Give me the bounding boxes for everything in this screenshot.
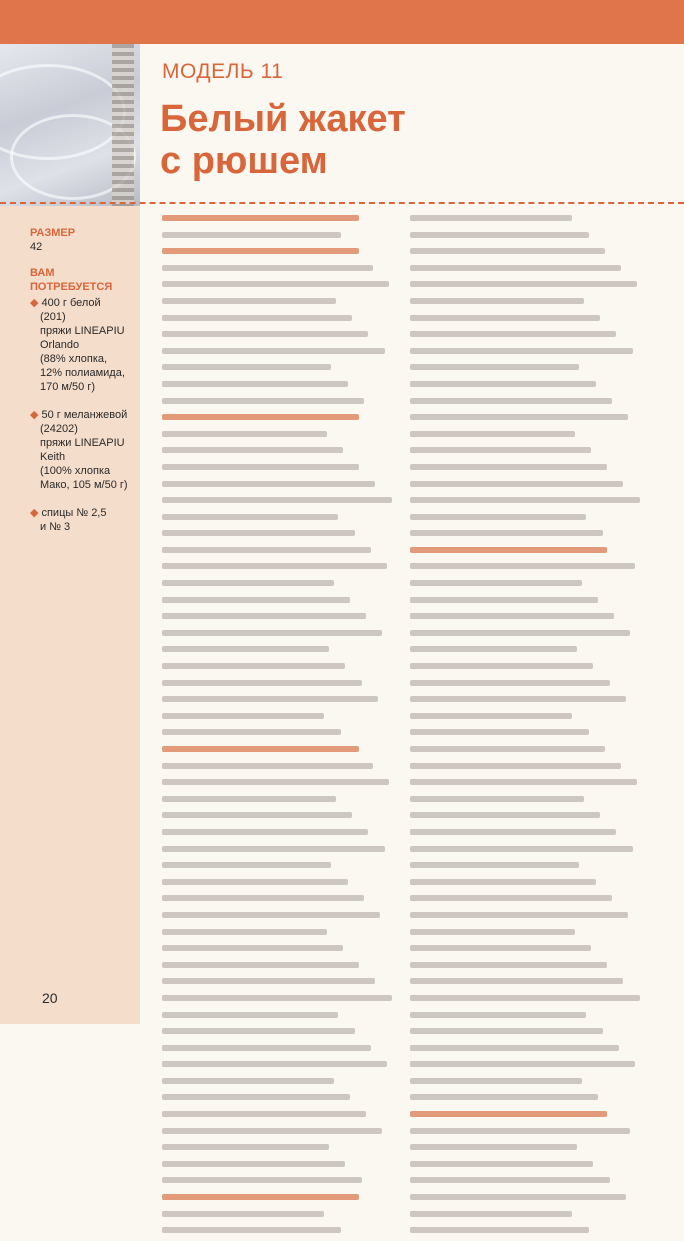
text-line-placeholder	[410, 978, 642, 992]
text-line-placeholder	[410, 1045, 642, 1059]
model-label: МОДЕЛЬ 11	[162, 60, 284, 83]
text-line-bar	[162, 962, 359, 968]
text-line-bar	[162, 812, 352, 818]
text-line-placeholder	[162, 1177, 394, 1191]
text-line-bar	[410, 331, 616, 337]
text-line-bar	[162, 763, 373, 769]
text-line-placeholder	[162, 1194, 394, 1208]
text-line-bar	[162, 364, 331, 370]
text-line-bar	[162, 1177, 362, 1183]
text-line-placeholder	[162, 414, 394, 428]
text-line-placeholder	[162, 912, 394, 926]
text-line-bar	[410, 680, 610, 686]
text-line-placeholder	[410, 680, 642, 694]
text-line-bar	[410, 796, 584, 802]
text-line-placeholder	[410, 431, 642, 445]
text-line-bar	[410, 1012, 586, 1018]
text-line-bar	[410, 248, 605, 254]
text-line-placeholder	[162, 1144, 394, 1158]
text-line-placeholder	[162, 1028, 394, 1042]
text-line-bar	[410, 1028, 603, 1034]
text-line-placeholder	[410, 1012, 642, 1026]
instructions-column-left	[162, 212, 394, 1241]
text-line-bar	[162, 1045, 371, 1051]
text-line-bar	[410, 547, 607, 553]
text-line-bar	[410, 447, 591, 453]
text-line-placeholder	[410, 1128, 642, 1142]
text-line-bar	[162, 663, 345, 669]
text-line-bar	[162, 862, 331, 868]
text-line-placeholder	[162, 364, 394, 378]
text-line-placeholder	[162, 829, 394, 843]
text-line-placeholder	[162, 580, 394, 594]
text-line-placeholder	[410, 447, 642, 461]
text-line-placeholder	[162, 812, 394, 826]
text-line-placeholder	[410, 962, 642, 976]
text-line-placeholder	[410, 646, 642, 660]
text-line-placeholder	[410, 995, 642, 1009]
text-line-placeholder	[410, 746, 642, 760]
text-line-placeholder	[162, 879, 394, 893]
text-line-bar	[410, 630, 630, 636]
text-line-placeholder	[410, 348, 642, 362]
text-line-bar	[162, 1012, 338, 1018]
text-line-placeholder	[410, 895, 642, 909]
text-line-bar	[162, 945, 343, 951]
material-line: пряжи LINEAPIU	[40, 325, 125, 337]
text-line-placeholder	[410, 547, 642, 561]
text-line-bar	[410, 713, 572, 719]
text-line-placeholder	[162, 563, 394, 577]
text-line-bar	[162, 1061, 387, 1067]
text-line-bar	[410, 1128, 630, 1134]
text-line-bar	[410, 563, 635, 569]
text-line-placeholder	[162, 447, 394, 461]
text-line-placeholder	[162, 530, 394, 544]
text-line-bar	[162, 746, 359, 752]
text-line-placeholder	[162, 348, 394, 362]
text-line-bar	[410, 945, 591, 951]
text-line-bar	[410, 232, 589, 238]
text-line-placeholder	[410, 331, 642, 345]
text-line-placeholder	[410, 796, 642, 810]
text-line-placeholder	[410, 729, 642, 743]
text-line-placeholder	[410, 879, 642, 893]
text-line-bar	[162, 1028, 355, 1034]
text-line-bar	[162, 1144, 329, 1150]
text-line-placeholder	[410, 381, 642, 395]
text-line-placeholder	[410, 597, 642, 611]
text-line-bar	[162, 248, 359, 254]
text-line-bar	[410, 1111, 607, 1117]
text-line-placeholder	[162, 1094, 394, 1108]
text-line-bar	[162, 298, 336, 304]
text-line-placeholder	[162, 796, 394, 810]
material-line: Orlando	[40, 339, 80, 351]
text-line-bar	[410, 431, 575, 437]
text-line-bar	[162, 315, 352, 321]
text-line-bar	[410, 281, 637, 287]
text-line-placeholder	[162, 696, 394, 710]
text-line-bar	[162, 1227, 341, 1233]
text-line-placeholder	[162, 1012, 394, 1026]
text-line-placeholder	[410, 613, 642, 627]
garment-photo	[0, 44, 140, 206]
text-line-bar	[410, 1194, 626, 1200]
text-line-bar	[162, 481, 375, 487]
material-line: и № 3	[40, 521, 71, 533]
text-line-bar	[410, 978, 623, 984]
text-line-bar	[162, 995, 392, 1001]
text-line-bar	[162, 331, 368, 337]
text-line-placeholder	[410, 580, 642, 594]
text-line-bar	[410, 381, 596, 387]
text-line-bar	[410, 763, 621, 769]
text-line-bar	[410, 364, 579, 370]
text-line-placeholder	[162, 215, 394, 229]
text-line-bar	[162, 1194, 359, 1200]
text-line-placeholder	[410, 1194, 642, 1208]
text-line-bar	[410, 829, 616, 835]
text-line-bar	[410, 879, 596, 885]
text-line-placeholder	[162, 862, 394, 876]
text-line-bar	[162, 281, 389, 287]
diamond-bullet-icon: ◆	[30, 409, 39, 421]
text-line-placeholder	[162, 248, 394, 262]
text-line-bar	[162, 1078, 334, 1084]
text-line-placeholder	[410, 1161, 642, 1175]
text-line-placeholder	[162, 746, 394, 760]
text-line-bar	[162, 696, 378, 702]
text-line-placeholder	[410, 1111, 642, 1125]
text-line-placeholder	[162, 1211, 394, 1225]
materials-block	[30, 266, 138, 534]
text-line-placeholder	[410, 530, 642, 544]
text-line-bar	[410, 1177, 610, 1183]
text-line-bar	[410, 929, 575, 935]
text-line-bar	[410, 962, 607, 968]
text-line-bar	[162, 265, 373, 271]
text-line-bar	[162, 431, 327, 437]
material-item-3	[30, 506, 138, 534]
text-line-bar	[162, 929, 327, 935]
text-line-placeholder	[410, 398, 642, 412]
text-line-placeholder	[410, 1211, 642, 1225]
text-line-placeholder	[162, 431, 394, 445]
text-line-placeholder	[410, 1078, 642, 1092]
material-line: пряжи LINEAPIU	[40, 437, 125, 449]
text-line-bar	[410, 696, 626, 702]
text-line-bar	[410, 812, 600, 818]
text-line-bar	[162, 580, 334, 586]
text-line-bar	[162, 713, 324, 719]
text-line-bar	[410, 663, 593, 669]
text-line-placeholder	[162, 895, 394, 909]
text-line-placeholder	[410, 265, 642, 279]
text-line-placeholder	[410, 812, 642, 826]
material-line: 50 г меланжевой	[41, 409, 128, 421]
material-line: (100% хлопка	[40, 465, 111, 477]
material-line: спицы № 2,5	[41, 507, 107, 519]
text-line-bar	[410, 1211, 572, 1217]
text-line-bar	[162, 348, 385, 354]
text-line-placeholder	[162, 663, 394, 677]
text-line-placeholder	[410, 1144, 642, 1158]
text-line-bar	[162, 547, 371, 553]
text-line-bar	[162, 912, 380, 918]
text-line-placeholder	[162, 978, 394, 992]
text-line-placeholder	[162, 464, 394, 478]
diamond-bullet-icon: ◆	[30, 507, 39, 519]
text-line-placeholder	[410, 929, 642, 943]
text-line-bar	[410, 613, 614, 619]
text-line-placeholder	[162, 481, 394, 495]
material-line: (24202)	[40, 423, 78, 435]
materials-heading: ВАМ ПОТРЕБУЕТСЯ	[30, 267, 113, 293]
text-line-placeholder	[162, 547, 394, 561]
text-line-bar	[162, 597, 350, 603]
text-line-placeholder	[162, 1128, 394, 1142]
text-line-bar	[162, 779, 389, 785]
text-line-placeholder	[410, 1061, 642, 1075]
text-line-placeholder	[162, 265, 394, 279]
text-line-bar	[162, 829, 368, 835]
text-line-bar	[162, 729, 341, 735]
text-line-bar	[410, 298, 584, 304]
text-line-placeholder	[162, 962, 394, 976]
text-line-placeholder	[410, 215, 642, 229]
text-line-placeholder	[410, 481, 642, 495]
text-line-placeholder	[162, 713, 394, 727]
text-line-placeholder	[162, 929, 394, 943]
text-line-bar	[410, 1078, 582, 1084]
text-line-placeholder	[410, 1227, 642, 1241]
text-line-bar	[410, 746, 605, 752]
text-line-placeholder	[162, 995, 394, 1009]
text-line-placeholder	[410, 281, 642, 295]
text-line-placeholder	[410, 663, 642, 677]
size-value: 42	[30, 241, 43, 253]
text-line-placeholder	[162, 613, 394, 627]
text-line-placeholder	[410, 1094, 642, 1108]
text-line-bar	[410, 1227, 589, 1233]
text-line-placeholder	[410, 414, 642, 428]
text-line-placeholder	[410, 248, 642, 262]
text-line-placeholder	[410, 630, 642, 644]
material-line: 170 м/50 г)	[40, 381, 95, 393]
text-line-placeholder	[162, 945, 394, 959]
text-line-placeholder	[410, 829, 642, 843]
text-line-placeholder	[410, 464, 642, 478]
text-line-placeholder	[410, 696, 642, 710]
top-color-band	[0, 0, 684, 44]
material-item-2	[30, 408, 138, 492]
material-line: Keith	[40, 451, 66, 463]
text-line-bar	[410, 729, 589, 735]
text-line-placeholder	[162, 497, 394, 511]
text-line-placeholder	[162, 597, 394, 611]
text-line-bar	[162, 895, 364, 901]
text-line-bar	[162, 414, 359, 420]
text-line-placeholder	[162, 514, 394, 528]
instructions-column-right	[410, 212, 642, 1241]
text-line-placeholder	[162, 298, 394, 312]
text-line-bar	[410, 597, 598, 603]
text-line-bar	[162, 879, 348, 885]
diamond-bullet-icon: ◆	[30, 297, 39, 309]
material-line: (201)	[40, 311, 66, 323]
text-line-bar	[162, 563, 387, 569]
page-title	[160, 98, 406, 182]
text-line-bar	[410, 514, 586, 520]
text-line-placeholder	[162, 646, 394, 660]
material-line: 400 г белой	[41, 297, 101, 309]
text-line-placeholder	[410, 713, 642, 727]
text-line-bar	[410, 265, 621, 271]
text-line-placeholder	[162, 1161, 394, 1175]
text-line-bar	[162, 613, 366, 619]
text-line-placeholder	[162, 1227, 394, 1241]
text-line-bar	[410, 995, 640, 1001]
text-line-bar	[162, 497, 392, 503]
text-line-placeholder	[162, 232, 394, 246]
material-line: (88% хлопка,	[40, 353, 108, 365]
text-line-placeholder	[410, 298, 642, 312]
text-line-bar	[162, 1211, 324, 1217]
text-line-placeholder	[162, 315, 394, 329]
text-line-bar	[410, 862, 579, 868]
text-line-placeholder	[162, 630, 394, 644]
text-line-bar	[162, 978, 375, 984]
text-line-placeholder	[162, 398, 394, 412]
text-line-bar	[410, 580, 582, 586]
text-line-bar	[410, 215, 572, 221]
text-line-placeholder	[410, 779, 642, 793]
title-line-2: с рюшем	[160, 140, 328, 182]
text-line-placeholder	[410, 1028, 642, 1042]
text-line-placeholder	[410, 315, 642, 329]
text-line-placeholder	[162, 331, 394, 345]
text-line-placeholder	[410, 514, 642, 528]
text-line-bar	[162, 646, 329, 652]
material-line: 12% полиамида,	[40, 367, 125, 379]
text-line-bar	[410, 481, 623, 487]
size-block	[30, 226, 138, 254]
text-line-bar	[410, 414, 628, 420]
text-line-bar	[162, 447, 343, 453]
text-line-placeholder	[410, 763, 642, 777]
text-line-bar	[410, 779, 637, 785]
text-line-placeholder	[410, 563, 642, 577]
text-line-bar	[410, 846, 633, 852]
text-line-placeholder	[410, 912, 642, 926]
size-heading: РАЗМЕР	[30, 227, 76, 239]
text-line-bar	[410, 398, 612, 404]
text-line-bar	[410, 1045, 619, 1051]
text-line-placeholder	[410, 862, 642, 876]
text-line-placeholder	[162, 1045, 394, 1059]
text-line-placeholder	[410, 1177, 642, 1191]
text-line-placeholder	[162, 1078, 394, 1092]
text-line-placeholder	[410, 945, 642, 959]
text-line-bar	[162, 630, 382, 636]
text-line-bar	[162, 232, 341, 238]
text-line-bar	[162, 680, 362, 686]
lace-ruffle	[112, 44, 134, 206]
text-line-placeholder	[162, 281, 394, 295]
text-line-bar	[162, 530, 355, 536]
text-line-bar	[410, 1094, 598, 1100]
text-line-placeholder	[162, 846, 394, 860]
text-line-bar	[162, 1094, 350, 1100]
text-line-placeholder	[162, 763, 394, 777]
text-line-bar	[162, 381, 348, 387]
text-line-bar	[410, 497, 640, 503]
text-line-bar	[410, 646, 577, 652]
material-line: Мако, 105 м/50 г)	[40, 479, 128, 491]
text-line-placeholder	[410, 232, 642, 246]
text-line-bar	[410, 1061, 635, 1067]
text-line-bar	[410, 912, 628, 918]
text-line-placeholder	[162, 1061, 394, 1075]
text-line-bar	[162, 514, 338, 520]
text-line-placeholder	[410, 497, 642, 511]
dashed-divider	[0, 202, 684, 204]
text-line-bar	[162, 215, 359, 221]
text-line-bar	[162, 1161, 345, 1167]
text-line-bar	[410, 1161, 593, 1167]
text-line-bar	[410, 348, 633, 354]
text-line-bar	[410, 1144, 577, 1150]
text-line-bar	[162, 846, 385, 852]
text-line-bar	[162, 1111, 366, 1117]
text-line-bar	[162, 796, 336, 802]
text-line-placeholder	[162, 381, 394, 395]
text-line-placeholder	[162, 1111, 394, 1125]
material-item-1	[30, 296, 138, 394]
text-line-bar	[162, 464, 359, 470]
text-line-bar	[410, 895, 612, 901]
text-line-placeholder	[410, 846, 642, 860]
page-number: 20	[42, 990, 58, 1006]
text-line-bar	[162, 398, 364, 404]
text-line-bar	[410, 464, 607, 470]
text-line-placeholder	[162, 680, 394, 694]
text-line-bar	[410, 530, 603, 536]
text-line-placeholder	[410, 364, 642, 378]
title-line-1: Белый жакет	[160, 98, 406, 140]
text-line-placeholder	[162, 729, 394, 743]
text-line-bar	[162, 1128, 382, 1134]
text-line-bar	[410, 315, 600, 321]
text-line-placeholder	[162, 779, 394, 793]
